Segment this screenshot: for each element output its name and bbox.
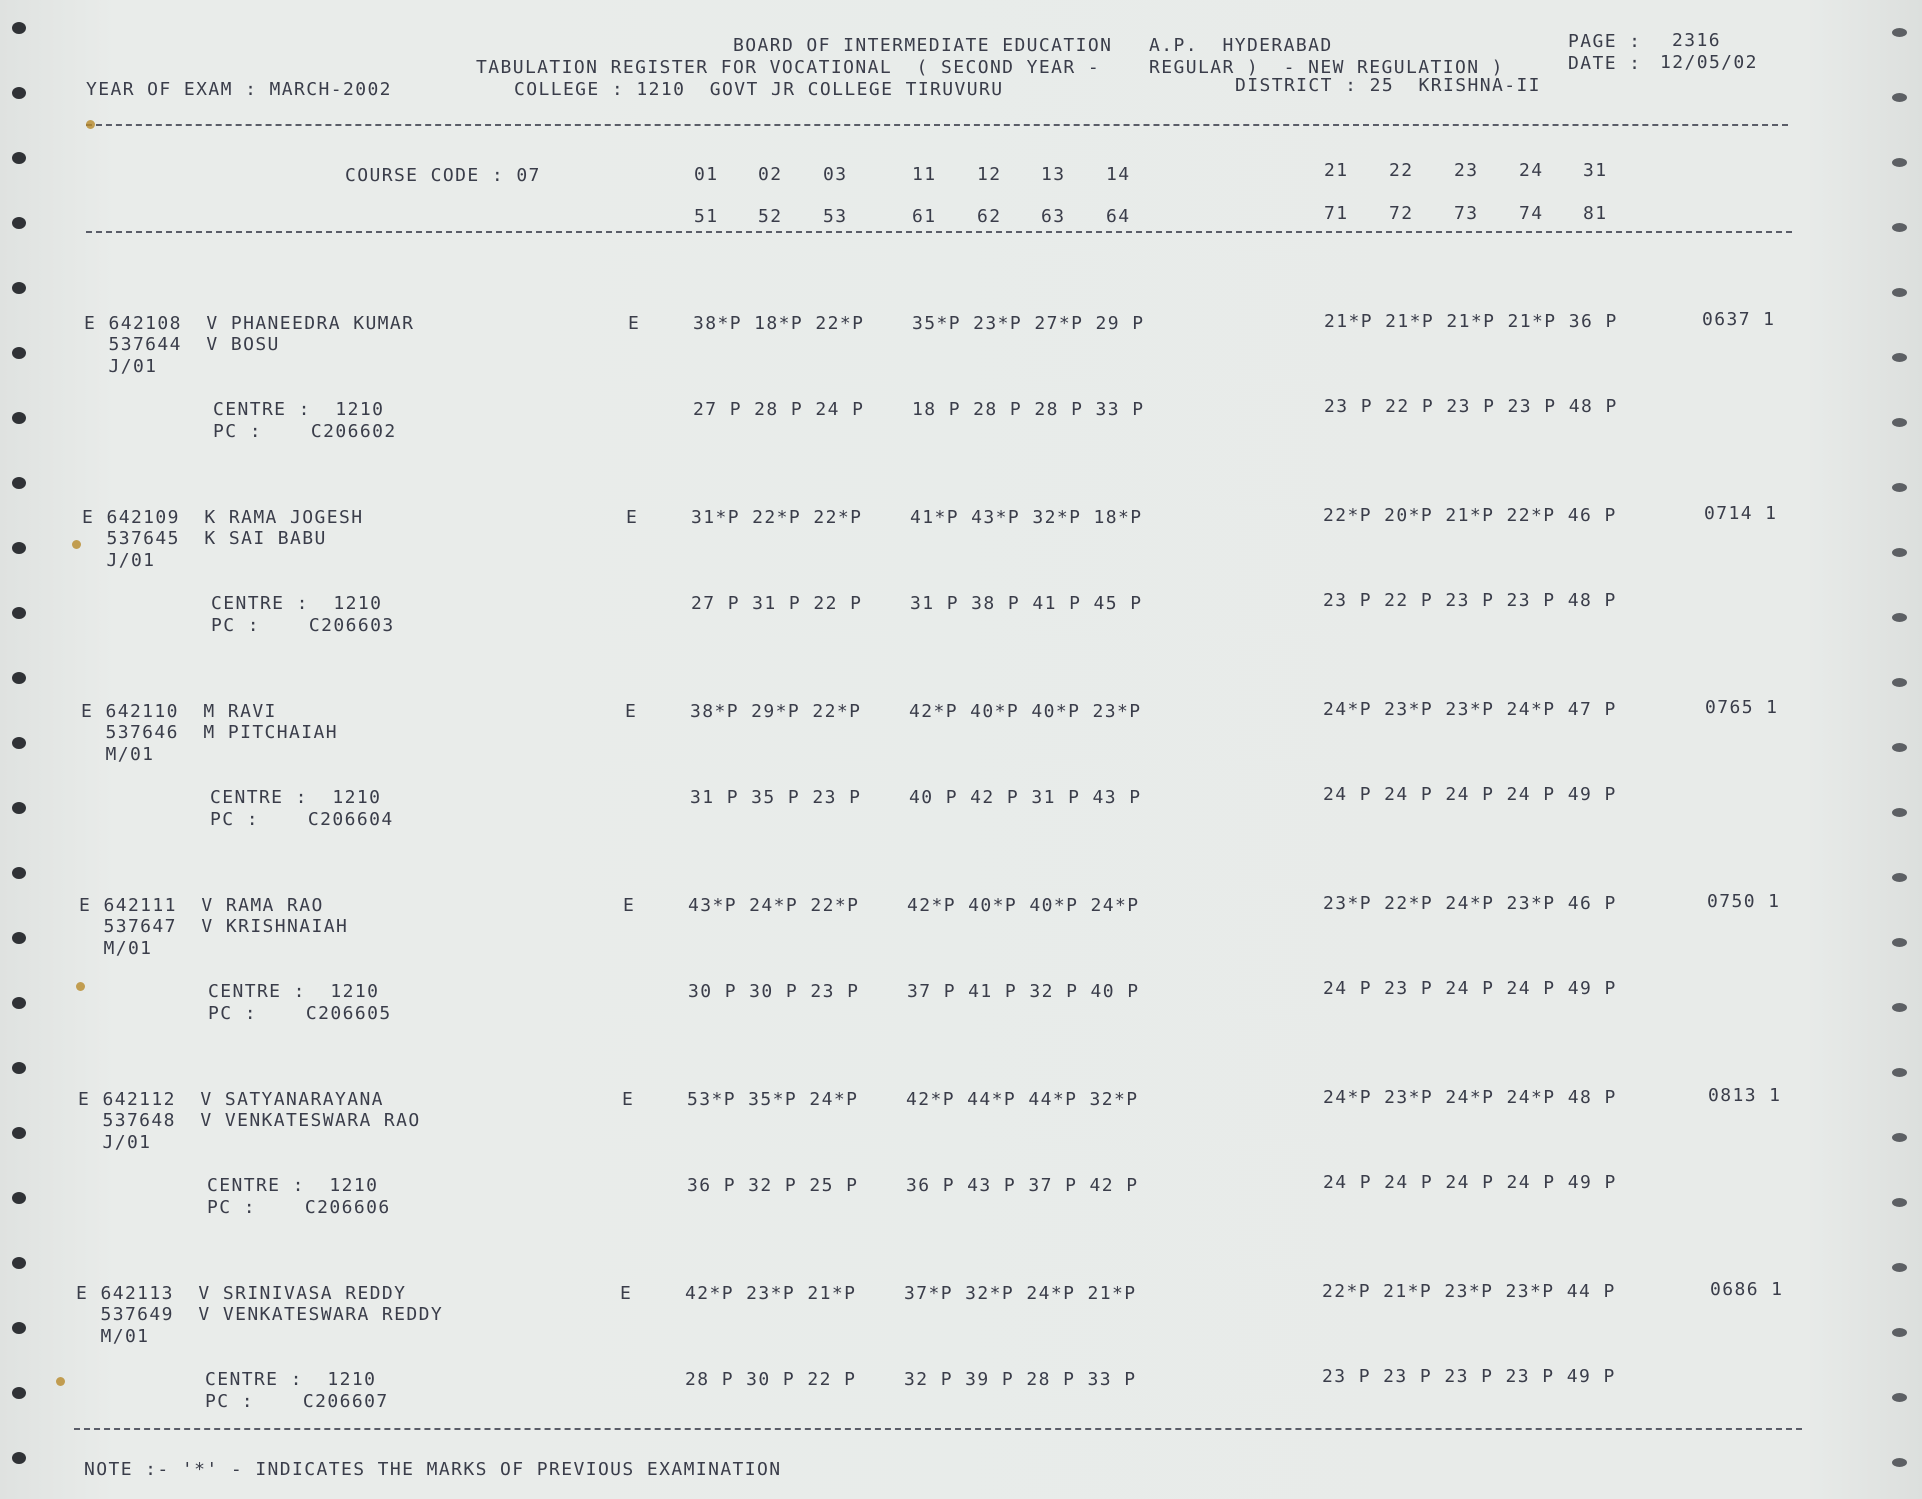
marks-part2-group-c: 24 P 24 P 24 P 24 P 49 P bbox=[1323, 1172, 1617, 1193]
exam-centre: CENTRE : 1210 bbox=[205, 1369, 377, 1390]
page-number: 2316 bbox=[1672, 30, 1721, 51]
subject-code: 11 bbox=[912, 164, 937, 185]
grand-total: 0714 1 bbox=[1704, 503, 1778, 524]
subject-code: 61 bbox=[912, 206, 937, 227]
course-code-label: COURSE CODE : 07 bbox=[345, 165, 541, 186]
subject-code: 21 bbox=[1324, 160, 1349, 181]
tractor-hole bbox=[12, 1387, 26, 1399]
marks-part1-group-b: 41*P 43*P 32*P 18*P bbox=[910, 507, 1143, 528]
tractor-hole bbox=[12, 997, 26, 1009]
footer-divider bbox=[74, 1428, 1802, 1430]
student-roll-name: E 642110 M RAVI bbox=[81, 701, 277, 722]
tractor-hole bbox=[1892, 288, 1907, 297]
exam-flag: E bbox=[625, 701, 638, 722]
tractor-hole bbox=[1892, 938, 1907, 947]
subject-code: 24 bbox=[1519, 160, 1544, 181]
marks-part2-group-b: 31 P 38 P 41 P 45 P bbox=[910, 593, 1143, 614]
marks-part2-group-b: 36 P 43 P 37 P 42 P bbox=[906, 1175, 1139, 1196]
marks-part2-group-a: 27 P 28 P 24 P bbox=[693, 399, 865, 420]
tractor-hole bbox=[1892, 1198, 1907, 1207]
marks-part1-group-c: 24*P 23*P 23*P 24*P 47 P bbox=[1323, 699, 1617, 720]
marks-part2-group-b: 37 P 41 P 32 P 40 P bbox=[907, 981, 1140, 1002]
student-id-father: 537648 V VENKATESWARA RAO bbox=[78, 1110, 421, 1131]
student-group: M/01 bbox=[79, 938, 153, 959]
tractor-hole bbox=[12, 867, 26, 879]
tractor-hole bbox=[12, 412, 26, 424]
pc-number: PC : C206604 bbox=[210, 809, 394, 830]
tractor-hole bbox=[1892, 28, 1907, 37]
ink-stain bbox=[86, 120, 95, 129]
tractor-hole bbox=[12, 217, 26, 229]
tractor-hole bbox=[12, 282, 26, 294]
marks-part2-group-c: 24 P 23 P 24 P 24 P 49 P bbox=[1323, 978, 1617, 999]
student-group: J/01 bbox=[78, 1132, 152, 1153]
student-id-father: 537644 V BOSU bbox=[84, 334, 280, 355]
subject-code: 51 bbox=[694, 206, 719, 227]
student-roll-name: E 642112 V SATYANARAYANA bbox=[78, 1089, 384, 1110]
tractor-hole bbox=[12, 1452, 26, 1464]
tractor-hole bbox=[12, 607, 26, 619]
columns-divider bbox=[86, 231, 1792, 233]
tractor-hole bbox=[1892, 223, 1907, 232]
marks-part2-group-a: 28 P 30 P 22 P bbox=[685, 1369, 857, 1390]
ink-stain bbox=[56, 1377, 65, 1386]
tractor-hole bbox=[12, 87, 26, 99]
subject-code: 22 bbox=[1389, 160, 1414, 181]
student-id-father: 537645 K SAI BABU bbox=[82, 528, 327, 549]
tractor-hole bbox=[12, 22, 26, 34]
page-label: PAGE : bbox=[1568, 31, 1642, 52]
marks-part2-group-a: 30 P 30 P 23 P bbox=[688, 981, 860, 1002]
student-id-father: 537649 V VENKATESWARA REDDY bbox=[76, 1304, 444, 1325]
student-group: J/01 bbox=[84, 356, 158, 377]
right-tractor-holes bbox=[1882, 0, 1922, 1499]
student-roll-name: E 642108 V PHANEEDRA KUMAR bbox=[84, 313, 415, 334]
marks-part1-group-c: 21*P 21*P 21*P 21*P 36 P bbox=[1324, 311, 1618, 332]
exam-flag: E bbox=[626, 507, 639, 528]
grand-total: 0750 1 bbox=[1707, 891, 1781, 912]
marks-part2-group-b: 18 P 28 P 28 P 33 P bbox=[912, 399, 1145, 420]
tractor-hole bbox=[12, 152, 26, 164]
subject-code: 74 bbox=[1519, 203, 1544, 224]
tractor-hole bbox=[12, 542, 26, 554]
marks-part1-group-a: 53*P 35*P 24*P bbox=[687, 1089, 859, 1110]
subject-code: 62 bbox=[977, 206, 1002, 227]
marks-part2-group-c: 24 P 24 P 24 P 24 P 49 P bbox=[1323, 784, 1617, 805]
exam-centre: CENTRE : 1210 bbox=[210, 787, 382, 808]
grand-total: 0686 1 bbox=[1710, 1279, 1784, 1300]
subject-code: 71 bbox=[1324, 203, 1349, 224]
marks-part1-group-b: 42*P 40*P 40*P 24*P bbox=[907, 895, 1140, 916]
exam-flag: E bbox=[628, 313, 641, 334]
grand-total: 0813 1 bbox=[1708, 1085, 1782, 1106]
exam-centre: CENTRE : 1210 bbox=[213, 399, 385, 420]
tractor-hole bbox=[12, 1192, 26, 1204]
marks-part2-group-c: 23 P 22 P 23 P 23 P 48 P bbox=[1323, 590, 1617, 611]
tractor-hole bbox=[12, 932, 26, 944]
tractor-hole bbox=[12, 347, 26, 359]
marks-part2-group-a: 27 P 31 P 22 P bbox=[691, 593, 863, 614]
subject-code: 63 bbox=[1041, 206, 1066, 227]
subject-code: 23 bbox=[1454, 160, 1479, 181]
grand-total: 0765 1 bbox=[1705, 697, 1779, 718]
pc-number: PC : C206603 bbox=[211, 615, 395, 636]
tractor-hole bbox=[1892, 1393, 1907, 1402]
subject-code: 53 bbox=[823, 206, 848, 227]
tractor-hole bbox=[1892, 1068, 1907, 1077]
marks-part1-group-b: 42*P 40*P 40*P 23*P bbox=[909, 701, 1142, 722]
marks-part1-group-c: 24*P 23*P 24*P 24*P 48 P bbox=[1323, 1087, 1617, 1108]
pc-number: PC : C206606 bbox=[207, 1197, 391, 1218]
marks-part2-group-c: 23 P 23 P 23 P 23 P 49 P bbox=[1322, 1366, 1616, 1387]
date-label: DATE : bbox=[1568, 53, 1642, 74]
subject-code: 02 bbox=[758, 164, 783, 185]
marks-part1-group-a: 31*P 22*P 22*P bbox=[691, 507, 863, 528]
tractor-hole bbox=[1892, 873, 1907, 882]
subject-code: 14 bbox=[1106, 164, 1131, 185]
subject-code: 81 bbox=[1583, 203, 1608, 224]
year-of-exam: YEAR OF EXAM : MARCH-2002 bbox=[86, 79, 392, 100]
tractor-hole bbox=[1892, 158, 1907, 167]
pc-number: PC : C206607 bbox=[205, 1391, 389, 1412]
ink-stain bbox=[76, 982, 85, 991]
college-line: COLLEGE : 1210 GOVT JR COLLEGE TIRUVURU bbox=[514, 79, 1004, 100]
tractor-hole bbox=[12, 1322, 26, 1334]
exam-centre: CENTRE : 1210 bbox=[208, 981, 380, 1002]
marks-part1-group-b: 42*P 44*P 44*P 32*P bbox=[906, 1089, 1139, 1110]
tractor-hole bbox=[12, 802, 26, 814]
tractor-hole bbox=[12, 1127, 26, 1139]
subject-code: 31 bbox=[1583, 160, 1608, 181]
subject-code: 13 bbox=[1041, 164, 1066, 185]
marks-part2-group-a: 36 P 32 P 25 P bbox=[687, 1175, 859, 1196]
student-roll-name: E 642109 K RAMA JOGESH bbox=[82, 507, 364, 528]
header-divider bbox=[86, 124, 1788, 126]
tractor-hole bbox=[1892, 1133, 1907, 1142]
tractor-hole bbox=[12, 477, 26, 489]
tractor-hole bbox=[1892, 743, 1907, 752]
tractor-hole bbox=[1892, 483, 1907, 492]
grand-total: 0637 1 bbox=[1702, 309, 1776, 330]
marks-part2-group-b: 40 P 42 P 31 P 43 P bbox=[909, 787, 1142, 808]
student-group: M/01 bbox=[76, 1326, 150, 1347]
tractor-hole bbox=[12, 1257, 26, 1269]
subject-code: 72 bbox=[1389, 203, 1414, 224]
student-id-father: 537646 M PITCHAIAH bbox=[81, 722, 338, 743]
student-roll-name: E 642113 V SRINIVASA REDDY bbox=[76, 1283, 407, 1304]
student-group: M/01 bbox=[81, 744, 155, 765]
exam-flag: E bbox=[623, 895, 636, 916]
marks-part1-group-c: 22*P 20*P 21*P 22*P 46 P bbox=[1323, 505, 1617, 526]
left-tractor-holes bbox=[0, 0, 40, 1499]
tractor-hole bbox=[1892, 808, 1907, 817]
subject-code: 52 bbox=[758, 206, 783, 227]
marks-part2-group-c: 23 P 22 P 23 P 23 P 48 P bbox=[1324, 396, 1618, 417]
district-line: DISTRICT : 25 KRISHNA-II bbox=[1235, 75, 1541, 96]
subject-code: 01 bbox=[694, 164, 719, 185]
pc-number: PC : C206602 bbox=[213, 421, 397, 442]
student-id-father: 537647 V KRISHNAIAH bbox=[79, 916, 349, 937]
subject-code: 64 bbox=[1106, 206, 1131, 227]
subject-code: 12 bbox=[977, 164, 1002, 185]
marks-part1-group-a: 43*P 24*P 22*P bbox=[688, 895, 860, 916]
marks-part1-group-a: 38*P 18*P 22*P bbox=[693, 313, 865, 334]
date-value: 12/05/02 bbox=[1660, 52, 1758, 73]
note-line: NOTE :- '*' - INDICATES THE MARKS OF PREVIOUS EXAMINATION bbox=[84, 1459, 782, 1480]
marks-part1-group-c: 23*P 22*P 24*P 23*P 46 P bbox=[1323, 893, 1617, 914]
marks-part2-group-a: 31 P 35 P 23 P bbox=[690, 787, 862, 808]
tractor-hole bbox=[1892, 418, 1907, 427]
exam-centre: CENTRE : 1210 bbox=[207, 1175, 379, 1196]
tractor-hole bbox=[1892, 353, 1907, 362]
tractor-hole bbox=[12, 1062, 26, 1074]
register-title: TABULATION REGISTER FOR VOCATIONAL ( SECOND YEAR - REGULAR ) - NEW REGULATION ) bbox=[476, 57, 1504, 78]
tractor-hole bbox=[1892, 1328, 1907, 1337]
exam-flag: E bbox=[620, 1283, 633, 1304]
marks-part1-group-a: 42*P 23*P 21*P bbox=[685, 1283, 857, 1304]
marks-part1-group-b: 37*P 32*P 24*P 21*P bbox=[904, 1283, 1137, 1304]
tractor-hole bbox=[1892, 1003, 1907, 1012]
student-roll-name: E 642111 V RAMA RAO bbox=[79, 895, 324, 916]
pc-number: PC : C206605 bbox=[208, 1003, 392, 1024]
tractor-hole bbox=[1892, 1263, 1907, 1272]
exam-centre: CENTRE : 1210 bbox=[211, 593, 383, 614]
marks-part1-group-a: 38*P 29*P 22*P bbox=[690, 701, 862, 722]
board-title: BOARD OF INTERMEDIATE EDUCATION A.P. HYDERABAD bbox=[733, 35, 1333, 56]
tractor-hole bbox=[12, 672, 26, 684]
tractor-hole bbox=[1892, 1458, 1907, 1467]
ink-stain bbox=[72, 540, 81, 549]
subject-code: 03 bbox=[823, 164, 848, 185]
tractor-hole bbox=[1892, 548, 1907, 557]
tractor-hole bbox=[1892, 93, 1907, 102]
tractor-hole bbox=[1892, 678, 1907, 687]
subject-code: 73 bbox=[1454, 203, 1479, 224]
marks-part1-group-c: 22*P 21*P 23*P 23*P 44 P bbox=[1322, 1281, 1616, 1302]
tractor-hole bbox=[12, 737, 26, 749]
student-group: J/01 bbox=[82, 550, 156, 571]
exam-flag: E bbox=[622, 1089, 635, 1110]
marks-part1-group-b: 35*P 23*P 27*P 29 P bbox=[912, 313, 1145, 334]
marks-part2-group-b: 32 P 39 P 28 P 33 P bbox=[904, 1369, 1137, 1390]
tractor-hole bbox=[1892, 613, 1907, 622]
